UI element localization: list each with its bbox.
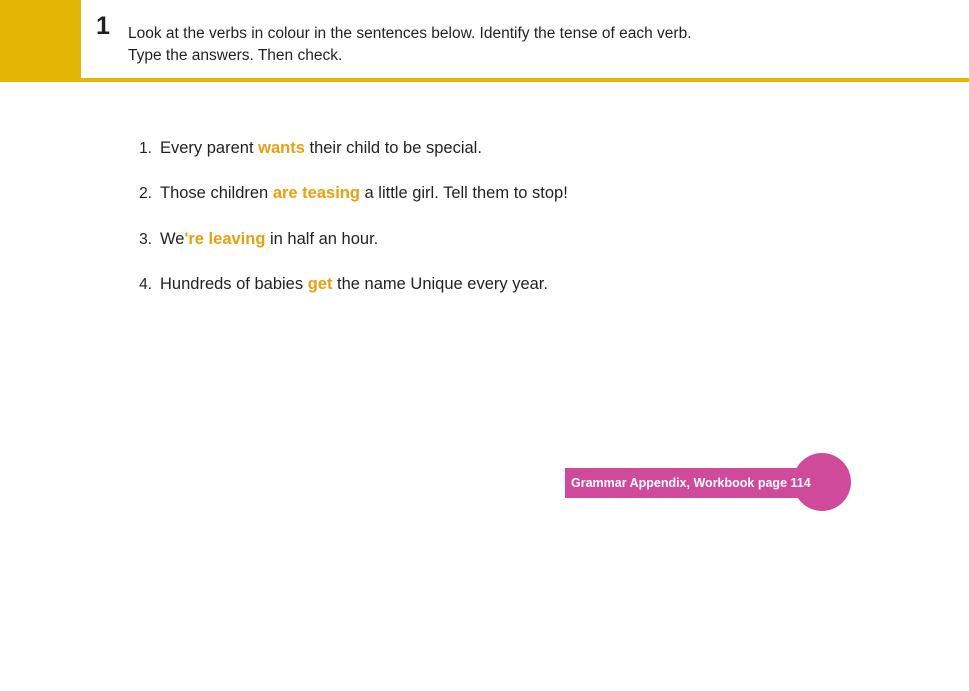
sentence-text-before: Every parent <box>160 139 259 157</box>
highlighted-verb: are teasing <box>272 184 360 203</box>
sentence-text-before: Those children <box>160 184 273 203</box>
list-item <box>128 138 888 159</box>
sentence-text-after: a little girl. Tell them to stop! <box>359 184 568 203</box>
list-item <box>128 183 888 204</box>
sentence-list <box>128 138 888 320</box>
sentence-text-before: We <box>160 229 185 248</box>
sentence-text-after: in half an hour. <box>265 229 379 248</box>
header-color-block <box>0 0 81 78</box>
exercise-header <box>0 0 969 78</box>
item-number: 2. <box>139 185 152 203</box>
exercise-body <box>0 82 969 691</box>
appendix-reference-label: Grammar Appendix, Workbook page 114 <box>565 468 825 498</box>
list-item <box>128 229 888 250</box>
exercise-instructions <box>128 23 828 67</box>
list-item <box>128 274 888 295</box>
item-number: 4. <box>139 276 152 294</box>
highlighted-verb: wants <box>258 139 305 157</box>
instruction-line-1: Look at the verbs in colour in the sentences below. Identify the tense of each verb. <box>128 25 692 42</box>
item-number: 1. <box>139 140 152 157</box>
sentence-content <box>160 138 482 159</box>
instruction-line-2: Type the answers. Then check. <box>128 47 343 64</box>
highlighted-verb: 're leaving <box>184 229 266 248</box>
sentence-text-before: Hundreds of babies <box>160 275 308 294</box>
sentence-text-after: their child to be special. <box>304 139 482 157</box>
sentence-text-after: the name Unique every year. <box>332 275 548 294</box>
highlighted-verb: get <box>307 275 333 294</box>
sentence-content <box>160 229 378 250</box>
sentence-content <box>160 183 568 204</box>
appendix-reference[interactable] <box>565 468 851 498</box>
item-number: 3. <box>139 230 152 248</box>
sentence-content <box>160 274 548 295</box>
exercise-number: 1 <box>96 12 110 40</box>
